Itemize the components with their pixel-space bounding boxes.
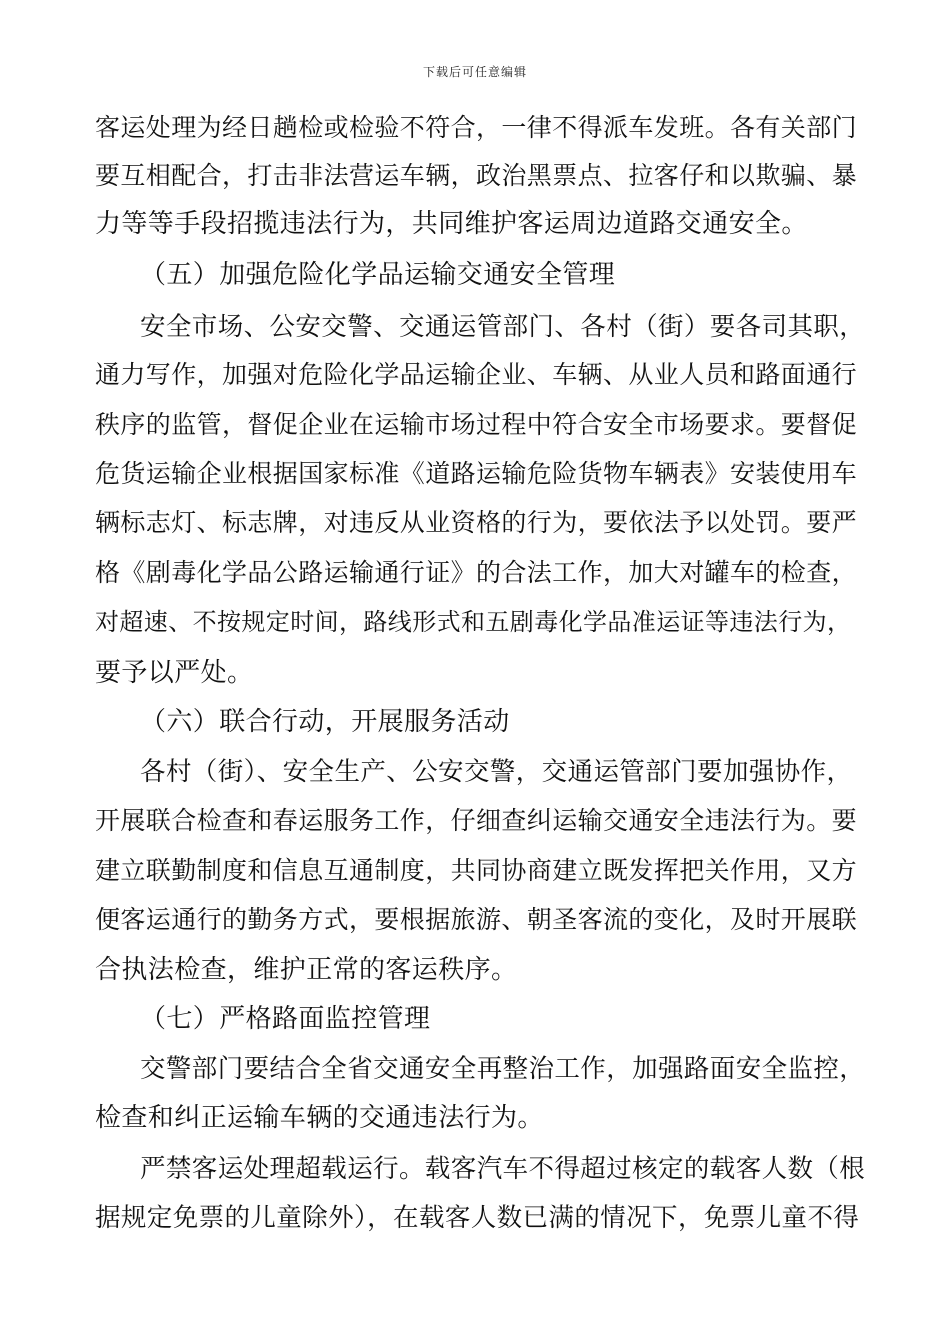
section-heading: （七）严格路面监控管理 <box>140 1004 431 1034</box>
text-line: 要互相配合，打击非法营运车辆，政治黑票点、拉客仔和以欺骗、暴 <box>95 161 858 190</box>
text-line: 便客运通行的勤务方式，要根据旅游、朝圣客流的变化，及时开展联 <box>95 905 858 934</box>
text-line: 据规定免票的儿童除外），在载客人数已满的情况下，免票儿童不得 <box>95 1203 860 1233</box>
text-line: 秩序的监管，督促企业在运输市场过程中符合安全市场要求。要督促 <box>95 410 858 439</box>
text-line: 安全市场、公安交警、交通运管部门、各村（街）要各司其职， <box>140 312 865 342</box>
text-line: 合执法检查，维护正常的客运秩序。 <box>95 955 518 985</box>
text-line: 检查和纠正运输车辆的交通违法行为。 <box>95 1103 544 1133</box>
text-line: 通力写作，加强对危险化学品运输企业、车辆、从业人员和路面通行 <box>95 360 858 389</box>
text-line: 危货运输企业根据国家标准《道路运输危险货物车辆表》安装使用车 <box>95 459 858 488</box>
text-line: 各村（街）、安全生产、公安交警，交通运管部门要加强协作， <box>140 757 853 787</box>
text-line: 交警部门要结合全省交通安全再整治工作，加强路面安全监控， <box>140 1054 865 1084</box>
section-heading: （六）联合行动，开展服务活动 <box>140 707 510 737</box>
text-line: 要予以严处。 <box>95 658 254 688</box>
text-line: 力等等手段招揽违法行为，共同维护客运周边道路交通安全。 <box>95 209 808 239</box>
text-line: 建立联勤制度和信息互通制度，共同协商建立既发挥把关作用，又方 <box>95 856 858 885</box>
page-header: 下载后可任意编辑 <box>422 65 527 79</box>
text-line: 对超速、不按规定时间，路线形式和五剧毒化学品准运证等违法行为， <box>95 608 852 636</box>
text-line: 严禁客运处理超载运行。载客汽车不得超过核定的载客人数（根 <box>140 1154 865 1184</box>
text-line: 客运处理为经日趟检或检验不符合，一律不得派车发班。各有关部门 <box>95 113 858 142</box>
text-line: 辆标志灯、标志牌，对违反从业资格的行为，要依法予以处罚。要严 <box>95 508 858 537</box>
section-heading: （五）加强危险化学品运输交通安全管理 <box>140 260 616 290</box>
text-line: 格《剧毒化学品公路运输通行证》的合法工作，加大对罐车的检查， <box>95 558 858 587</box>
text-line: 开展联合检查和春运服务工作，仔细查纠运输交通安全违法行为。要 <box>95 806 858 835</box>
